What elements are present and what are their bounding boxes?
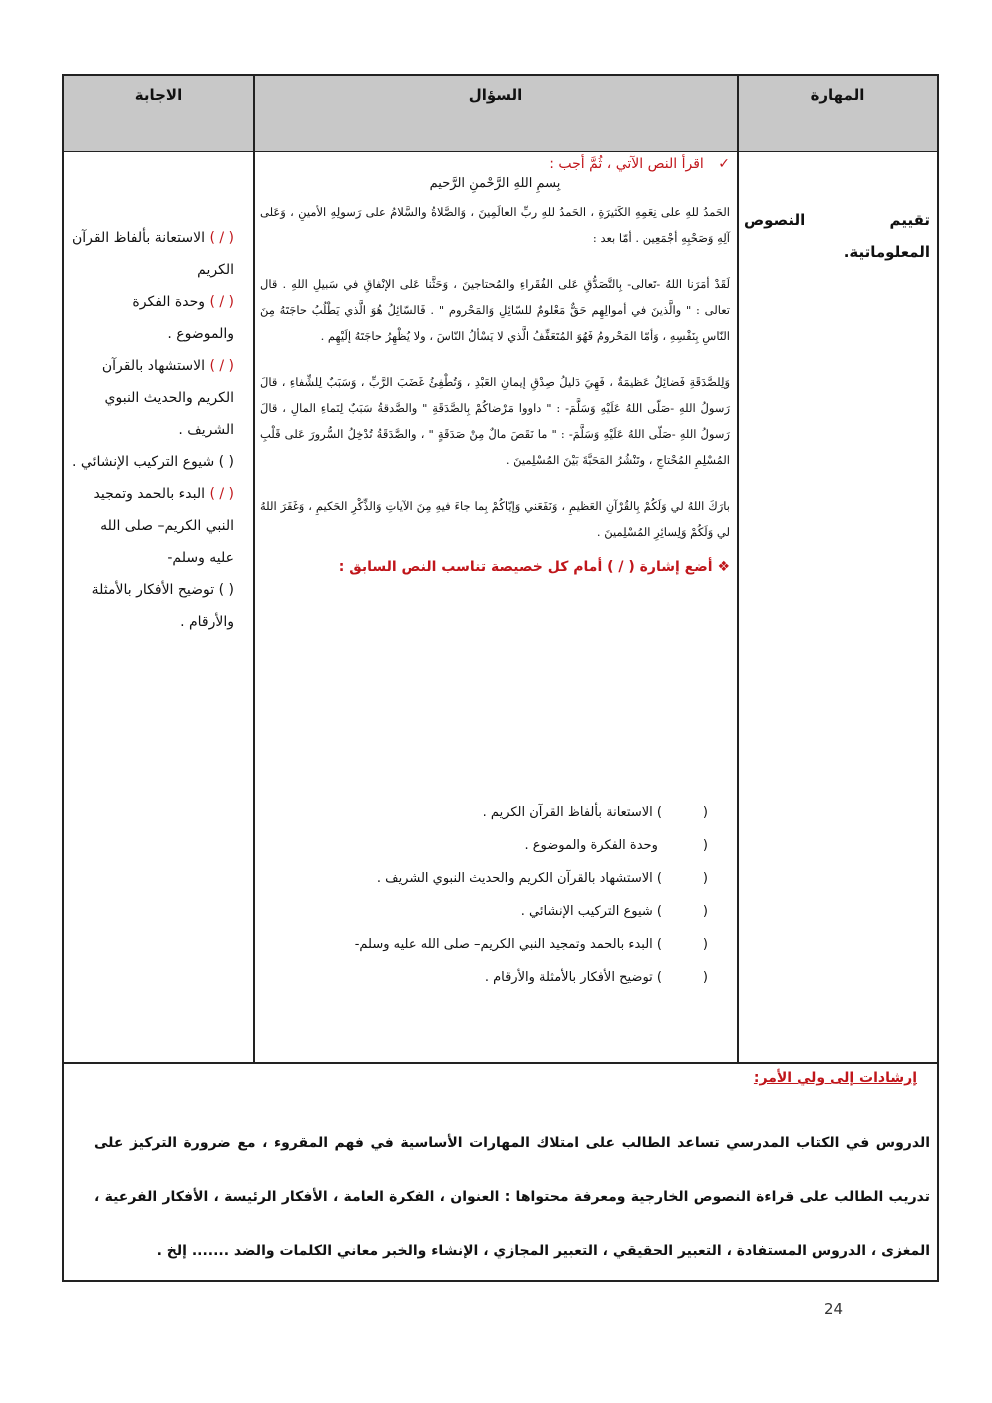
answer-item: ( / ) الاستعانة بألفاظ القرآن الكريم: [71, 230, 234, 278]
text-paragraph: وَلِلصَّدَقَةِ فَضائِلُ عَظيمَةٌ ، فَهِيَ دَليلُ صِدْقِ إيمانِ العَبْدِ ، وَتُطْفِئُ غَضَبَ الرَّبِّ ، وَسَبَبٌ لِلشِّفاءِ ، قالَ رَسولُ اللهِ -صَلّى اللهُ عَلَيْهِ وَسَلَّمَ- : " داووا مَرْضاكُمْ بِالصَّدَقَةِ " والصَّدقةُ سَبَبٌ لِنَماءِ المالِ ، قالَ رَسولُ اللهِ -صَلّى اللهُ عَلَيْهِ وَسَلَّمَ- : " ما نَقَصَ مالٌ مِنْ صَدَقَةٍ " ، والصَّدَقَةُ تُدْخِلُ السُّرورَ عَلى قَلْبِ المُسْلِمِ المُحْتاجِ ، وتَنْشُرُ المَحَبَّةَ بَيْنَ المُسْلِمينَ .: [260, 375, 730, 467]
option-item[interactable]: () الاستشهاد بالقرآن الكريم والحديث النبوي الشريف .: [376, 871, 708, 886]
page-number: 24: [824, 1300, 844, 1318]
answer-item: ( ) توضيح الأفكار بالأمثلة والأرقام .: [91, 582, 234, 630]
option-item[interactable]: () الاستعانة بألفاظ القرآن الكريم .: [482, 805, 708, 820]
worksheet-table: [62, 74, 939, 1282]
text-paragraph: الحَمدُ للهِ على نِعَمِهِ الكَثيرَةِ ، الحَمدُ للهِ ربِّ العالَمِينَ ، وَالصَّلاةُ والسَّلامُ على رَسولِهِ الأمينِ ، وَعَلى آلِهِ وَصَحْبِهِ أجْمَعِين . أمّا بعد :: [260, 205, 730, 245]
checkmark-icon: ✓: [718, 156, 730, 172]
answer-item: ( / ) البدء بالحمد وتمجيد النبي الكريم– صلى الله عليه وسلم-: [93, 486, 234, 566]
option-item[interactable]: () شيوع التركيب الإنشائي .: [520, 904, 708, 919]
answer-item: ( / ) الاستشهاد بالقرآن الكريم والحديث النبوي الشريف .: [101, 358, 234, 438]
column-divider: [737, 76, 739, 1062]
row-divider: [64, 1062, 937, 1064]
question-cell: [260, 154, 730, 575]
text-paragraph: لَقَدْ أمَرَنا اللهُ -تَعالى- بِالتَّصَدُّقِ عَلى الفُقَراءِ والمُحتاجينَ ، وَحَثَّنا عَلى الإنْفاقِ في سَبيلِ اللهِ . قال تعالى : " والَّذينَ في أموالِهِم حَقٌّ مَعْلومٌ للسّائِلِ وَالمَحْروم " . فَالسّائِلُ هُوَ الَّذي يَطْلُبُ حاجَتَهُ مِنَ النّاسِ بِنَفْسِهِ ، وَأمّا المَحْرومُ فَهُوَ المُتَعَفِّفُ الَّذي لا يَسْألُ النّاسَ ، ولا يُظْهِرُ حاجَتَهُ إلَيْهِم .: [260, 277, 730, 343]
option-item[interactable]: () البدء بالحمد وتمجيد النبي الكريم– صلى الله عليه وسلم-: [354, 937, 708, 952]
option-item[interactable]: () توضيح الأفكار بالأمثلة والأرقام .: [484, 970, 708, 985]
header-answer: الاجابة: [64, 76, 253, 152]
column-divider: [253, 76, 255, 1062]
diamond-icon: ❖: [717, 559, 730, 575]
task-instruction: ❖ أضع إشارة ( / ) أمام كل خصيصة تناسب النص السابق :: [338, 559, 730, 575]
basmala: بِسمِ اللهِ الرَّحْمنِ الرَّحيم: [429, 176, 561, 191]
options-list: [260, 796, 730, 994]
question-instruction: ✓ اقرأ النص الآتي ، ثُمَّ أجب :: [549, 156, 730, 172]
header-skill: المهارة: [738, 76, 937, 152]
option-item[interactable]: ( وحدة الفكرة والموضوع .: [524, 838, 708, 853]
header-question: السؤال: [253, 76, 738, 152]
text-paragraph: بارَكَ اللهُ لي وَلَكُمْ بِالقُرْآنِ العَظيمِ ، وَنَفَعَني وَإيّاكُمْ بِما جاءَ فيهِ مِنَ الآياتِ وَالذِّكْرِ الحَكيمِ ، وَغَفَرَ اللهُ لي وَلَكُمْ وَلِسائِرِ المُسْلِمينَ .: [260, 499, 730, 539]
guidance-text: الدروس في الكتاب المدرسي تساعد الطالب على امتلاك المهارات الأساسية في فهم المقروء ، مع ضرورة التركيز على تدريب الطالب على قراءة النصوص الخارجية ومعرفة محتواها : العنوان ، الفكرة العامة ، الأفكار الرئيسة ، الأفكار الفرعية ، المغزى ، الدروس المستفادة ، التعبير الحقيقي ، التعبير المجازي ، الإنشاء والخبر معاني الكلمات والضد ....... إلخ .: [94, 1135, 930, 1259]
answer-item: ( ) شيوع التركيب الإنشائي .: [72, 454, 234, 470]
answer-cell: [72, 222, 234, 638]
skill-cell: تقييم النصوص المعلوماتية.: [744, 211, 930, 261]
guidance-title: إرشادات إلى ولي الأمر:: [753, 1070, 917, 1086]
answer-item: ( / ) وحدة الفكرة والموضوع .: [132, 294, 234, 342]
